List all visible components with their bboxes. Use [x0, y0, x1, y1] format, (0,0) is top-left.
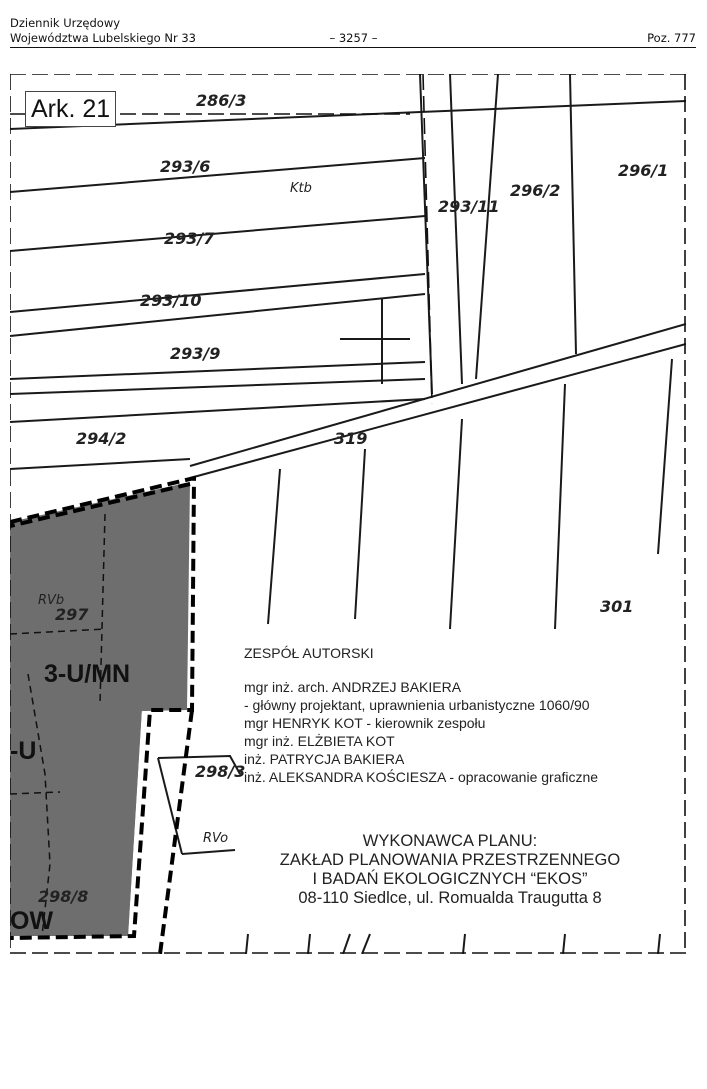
- zone-label-ow: OW: [10, 907, 54, 935]
- header-divider: [10, 47, 696, 48]
- parcel-label: 296/1: [618, 161, 669, 180]
- parcel-label: 293/9: [170, 344, 221, 363]
- map-sheet: [10, 74, 686, 954]
- author-line: mgr HENRYK KOT - kierownik zespołu: [244, 715, 486, 731]
- authors-title: ZESPÓŁ AUTORSKI: [244, 645, 374, 661]
- contractor-line: 08-110 Siedlce, ul. Romualda Traugutta 8: [298, 889, 602, 907]
- parcel-label: 293/11: [438, 197, 500, 216]
- contractor-block: [244, 832, 656, 908]
- land-use-label: RVo: [203, 831, 229, 846]
- parcel-label: 296/2: [510, 181, 561, 200]
- parcel-label: 319: [334, 429, 368, 448]
- parcel-label: 293/6: [160, 157, 211, 176]
- sheet-label: Ark. 21: [25, 91, 116, 127]
- zone-label-3-u-mn: 3-U/MN: [44, 660, 131, 688]
- author-line: mgr inż. arch. ANDRZEJ BAKIERA: [244, 679, 462, 695]
- parcel-label: 298/8: [38, 887, 89, 906]
- journal-title-line2: Województwa Lubelskiego Nr 33: [10, 31, 196, 45]
- position-number: Poz. 777: [647, 31, 696, 45]
- author-line: inż. PATRYCJA BAKIERA: [244, 751, 405, 767]
- contractor-line: WYKONAWCA PLANU:: [362, 832, 538, 850]
- contractor-line: ZAKŁAD PLANOWANIA PRZESTRZENNEGO: [279, 851, 621, 869]
- parcel-label: 297: [55, 605, 89, 624]
- zone-label-u: -U: [10, 737, 37, 765]
- land-use-label: Ktb: [290, 181, 312, 196]
- parcel-label: 286/3: [196, 91, 247, 110]
- author-line: - główny projektant, uprawnienia urbanistyczne 1060/90: [244, 697, 590, 713]
- page-number: – 3257 –: [329, 31, 378, 45]
- parcel-label: 293/7: [164, 229, 215, 248]
- parcel-label: 301: [600, 597, 634, 616]
- land-use-label: RVb: [38, 593, 65, 608]
- authors-block: [244, 644, 598, 786]
- parcel-label: 298/3: [195, 762, 246, 781]
- contractor-line: I BADAŃ EKOLOGICZNYCH “EKOS”: [312, 870, 588, 888]
- author-line: mgr inż. ELŻBIETA KOT: [244, 733, 395, 749]
- cadastral-map: [10, 74, 686, 954]
- parcel-label: 294/2: [76, 429, 127, 448]
- parcel-label: 293/10: [140, 291, 202, 310]
- author-line: inż. ALEKSANDRA KOŚCIESZA - opracowanie graficzne: [244, 769, 599, 785]
- journal-title-line1: Dziennik Urzędowy: [10, 16, 121, 30]
